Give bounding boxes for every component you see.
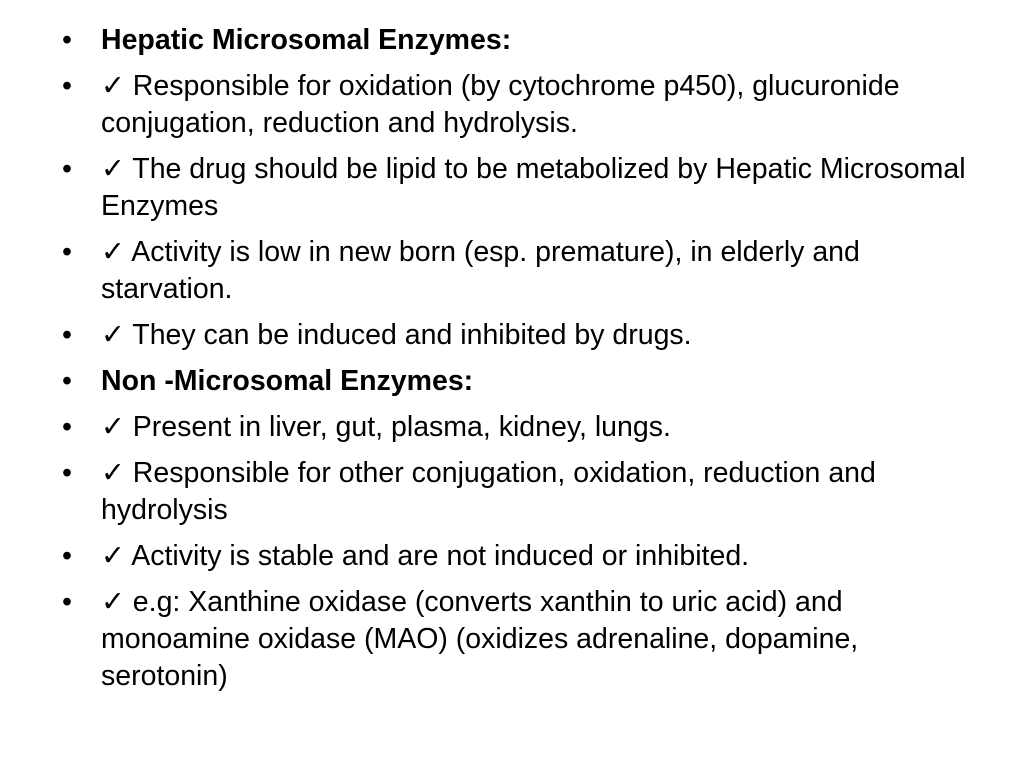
- item-text: ✓ e.g: Xanthine oxidase (converts xanthin to uric acid) and monoamine oxidase (MAO) (oxidizes adrenaline, dopamine, serotonin): [101, 586, 859, 692]
- list-item: [62, 68, 984, 142]
- item-text: ✓ Activity is stable and are not induced or inhibited.: [101, 540, 750, 572]
- bullet-icon: •: [62, 365, 72, 397]
- bullet-icon: •: [62, 540, 72, 572]
- bullet-icon: •: [62, 457, 72, 489]
- item-text: ✓ The drug should be lipid to be metabolized by Hepatic Microsomal Enzymes: [101, 153, 966, 222]
- list-item: [62, 455, 984, 529]
- item-text: ✓ They can be induced and inhibited by drugs.: [101, 319, 692, 351]
- list-item-heading-hepatic: [62, 22, 984, 59]
- list-item: [62, 317, 984, 354]
- bullet-icon: •: [62, 586, 72, 618]
- bullet-icon: •: [62, 319, 72, 351]
- bullet-icon: •: [62, 236, 72, 268]
- heading-hepatic-microsomal: Hepatic Microsomal Enzymes:: [101, 24, 512, 56]
- bullet-icon: •: [62, 411, 72, 443]
- item-text: ✓ Activity is low in new born (esp. premature), in elderly and starvation.: [101, 236, 860, 305]
- list-item: [62, 538, 984, 575]
- bullet-icon: •: [62, 70, 72, 102]
- bullet-list: [62, 22, 984, 695]
- list-item-heading-non-microsomal: [62, 363, 984, 400]
- bullet-icon: •: [62, 24, 72, 56]
- bullet-icon: •: [62, 153, 72, 185]
- item-text: ✓ Responsible for other conjugation, oxidation, reduction and hydrolysis: [101, 457, 876, 526]
- list-item: [62, 584, 984, 695]
- item-text: ✓ Present in liver, gut, plasma, kidney, lungs.: [101, 411, 671, 443]
- item-text: ✓ Responsible for oxidation (by cytochrome p450), glucuronide conjugation, reduction and hydrolysis.: [101, 70, 900, 139]
- list-item: [62, 234, 984, 308]
- list-item: [62, 151, 984, 225]
- heading-non-microsomal: Non -Microsomal Enzymes:: [101, 365, 474, 397]
- list-item: [62, 409, 984, 446]
